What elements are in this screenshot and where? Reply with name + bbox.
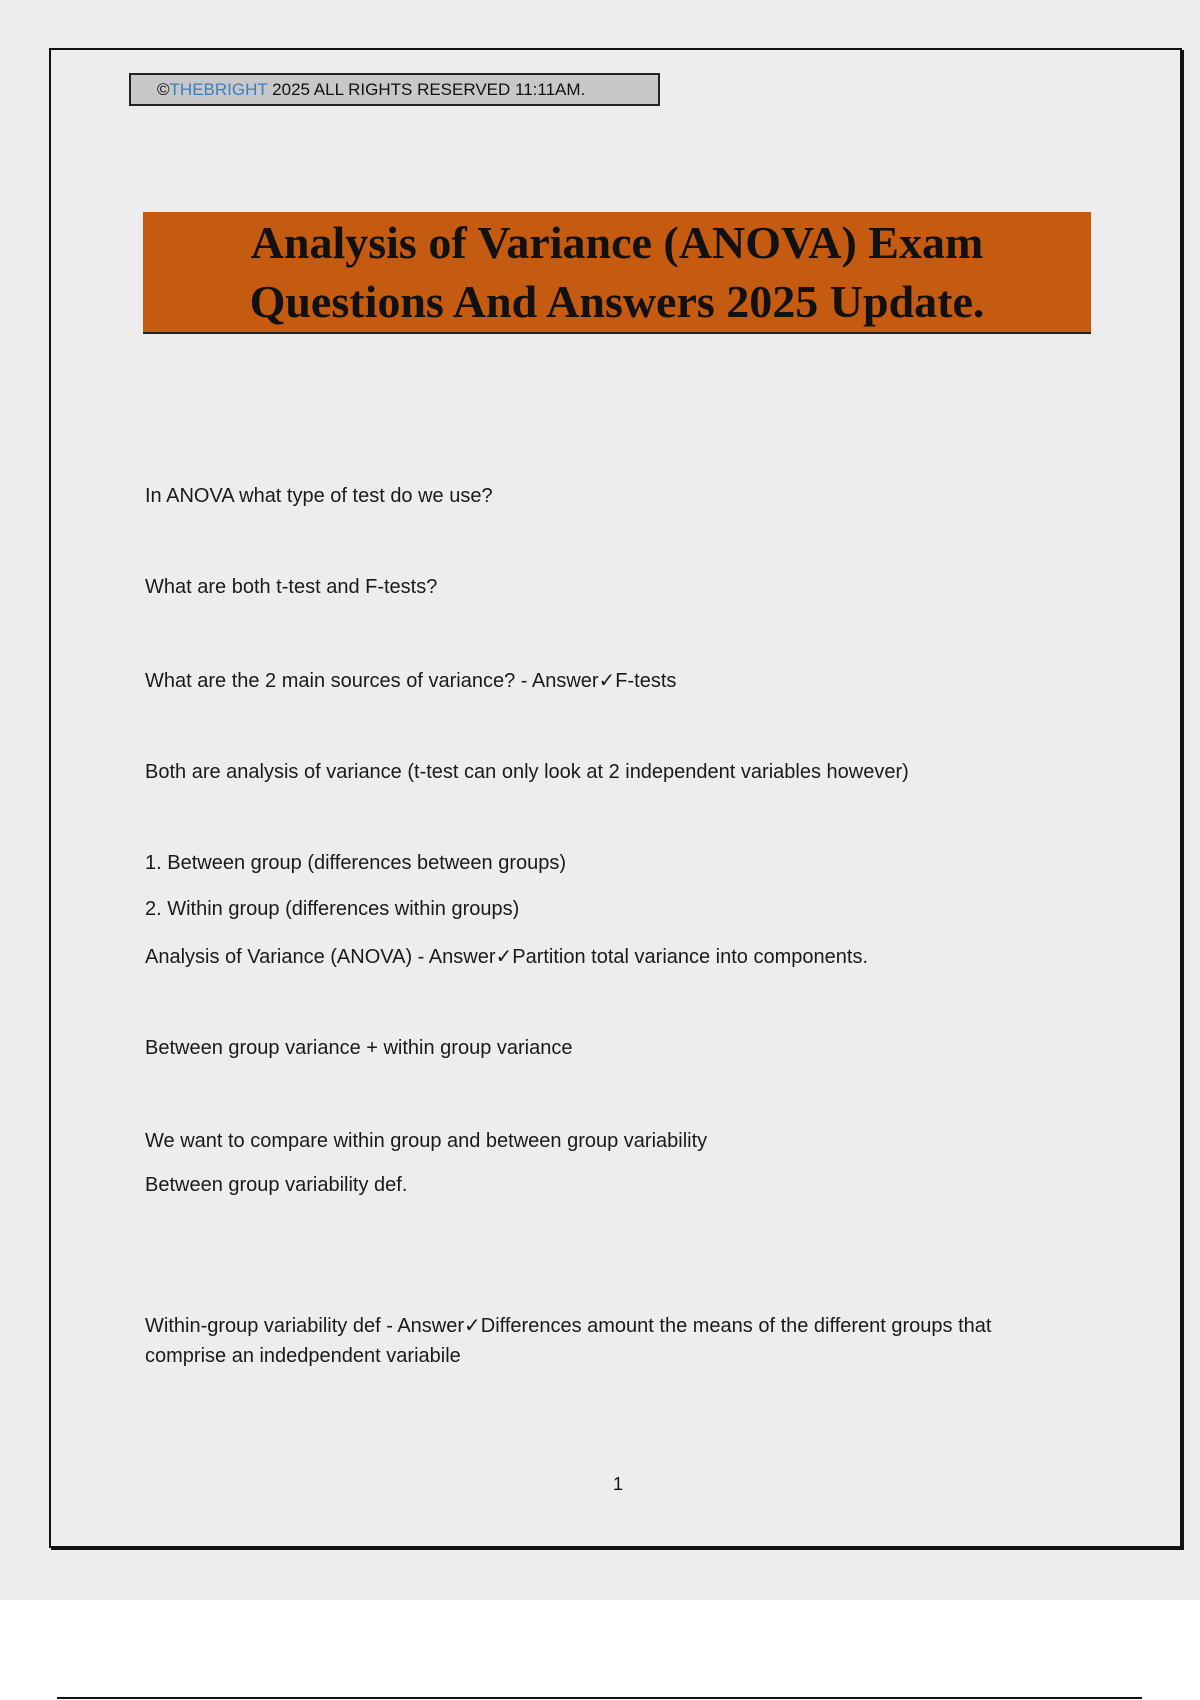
copyright-symbol: © (157, 80, 170, 99)
document-title (217, 213, 1017, 331)
question-t-and-f-tests: What are both t-test and F-tests? (145, 576, 438, 598)
title-line-2: Questions And Answers 2025 Update. (249, 276, 985, 327)
answer-variance-sum: Between group variance + within group variance (145, 1037, 573, 1059)
list-item-within-group: 2. Within group (differences within groups) (145, 898, 520, 920)
copyright-header (129, 73, 660, 106)
list-item-between-group: 1. Between group (differences between groups) (145, 852, 567, 874)
question-between-group-variability: Between group variability def. (145, 1174, 408, 1196)
answer-analysis-of-variance: Both are analysis of variance (t-test can only look at 2 independent variables however) (145, 761, 909, 783)
rights-text: 2025 ALL RIGHTS RESERVED 11:11AM. (267, 80, 586, 99)
title-line-1: Analysis of Variance (ANOVA) Exam (250, 217, 984, 268)
title-banner (143, 212, 1091, 334)
brand-name: THEBRIGHT (169, 80, 268, 99)
question-anova-test-type: In ANOVA what type of test do we use? (145, 485, 493, 507)
question-sources-of-variance: What are the 2 main sources of variance? - Answer✓F-tests (145, 670, 677, 692)
question-within-group-variability: Within-group variability def - Answer✓Differences amount the means of the different groups that comprise an indedpendent variabile (145, 1315, 992, 1367)
statement-compare-variability: We want to compare within group and between group variability (145, 1130, 708, 1152)
page-number: 1 (612, 1474, 623, 1494)
divider (57, 1697, 1142, 1699)
question-anova-definition: Analysis of Variance (ANOVA) - Answer✓Partition total variance into components. (145, 946, 868, 968)
